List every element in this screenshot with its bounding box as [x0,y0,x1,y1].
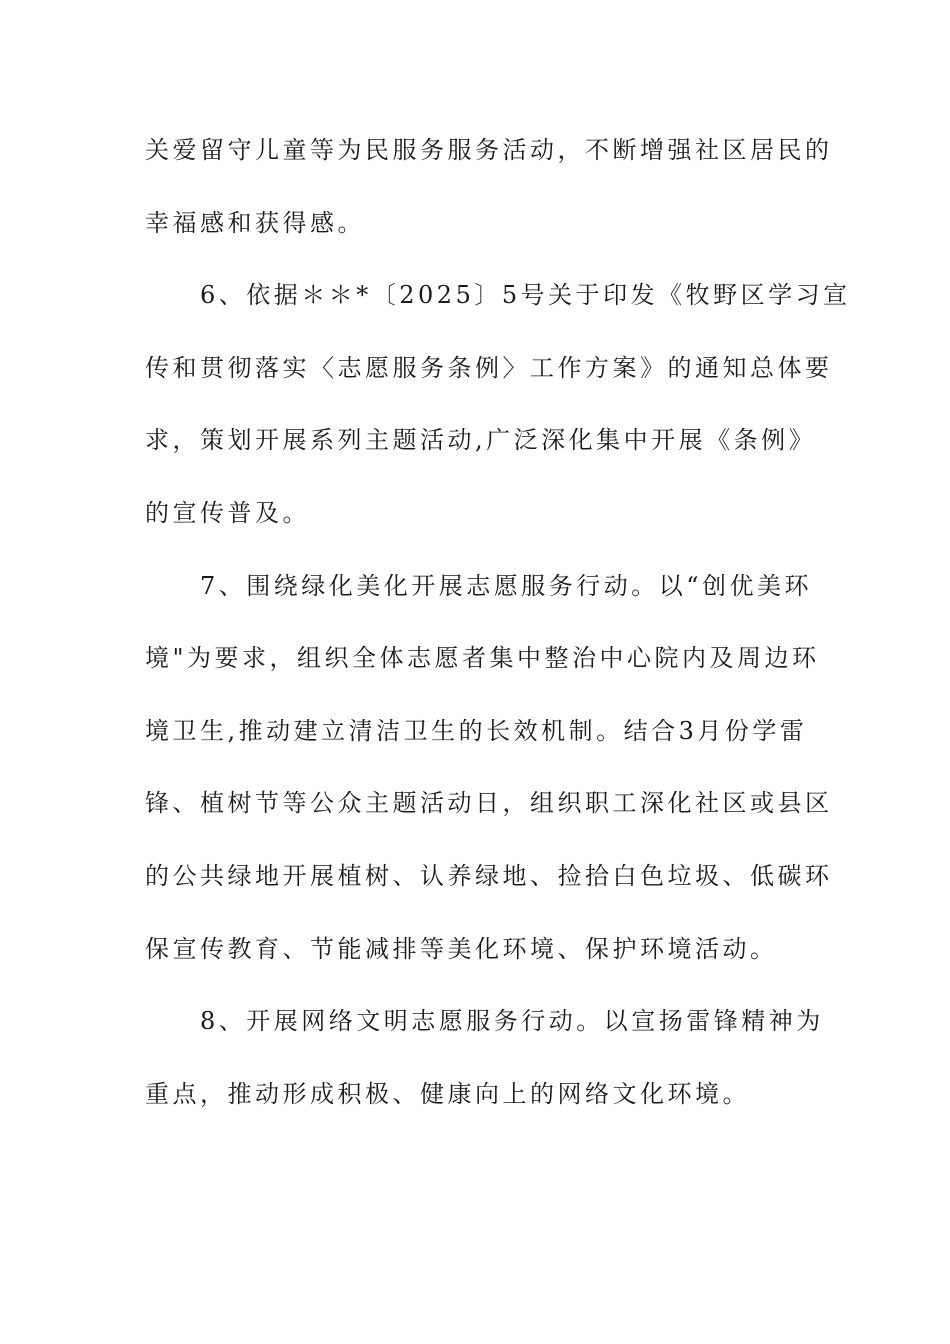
text-line: 幸福感和获得感。 [145,208,365,237]
text-line: 8、开展网络文明志愿服务行动。以宣扬雷锋精神为 [145,1007,824,1036]
text-line: 重点，推动形成积极、健康向上的网络文化环境。 [145,1079,750,1108]
text-line: 6、依据＊＊*〔2025〕5号关于印发《牧野区学习宣 [145,281,851,310]
text-line: 求，策划开展系列主题活动,广泛深化集中开展《条例》 [145,426,817,455]
text-line: 的公共绿地开展植树、认养绿地、捡拾白色垃圾、低碳环 [145,861,833,890]
document-body [145,118,851,1134]
text-line: 境"为要求，组织全体志愿者集中整治中心院内及周边环 [145,644,820,673]
text-line: 锋、植树节等公众主题活动日，组织职工深化社区或县区 [145,789,833,818]
text-line: 关爱留守儿童等为民服务服务活动，不断增强社区居民的 [145,136,833,164]
text-line: 7、围绕绿化美化开展志愿服务行动。以“创优美环 [145,571,813,600]
text-line: 的宣传普及。 [145,498,310,527]
text-line: 境卫生,推动建立清洁卫生的长效机制。结合3月份学雷 [145,716,808,745]
text-line: 保宣传教育、节能减排等美化环境、保护环境活动。 [145,934,778,963]
text-line: 传和贯彻落实〈志愿服务条例〉工作方案》的通知总体要 [145,353,833,382]
